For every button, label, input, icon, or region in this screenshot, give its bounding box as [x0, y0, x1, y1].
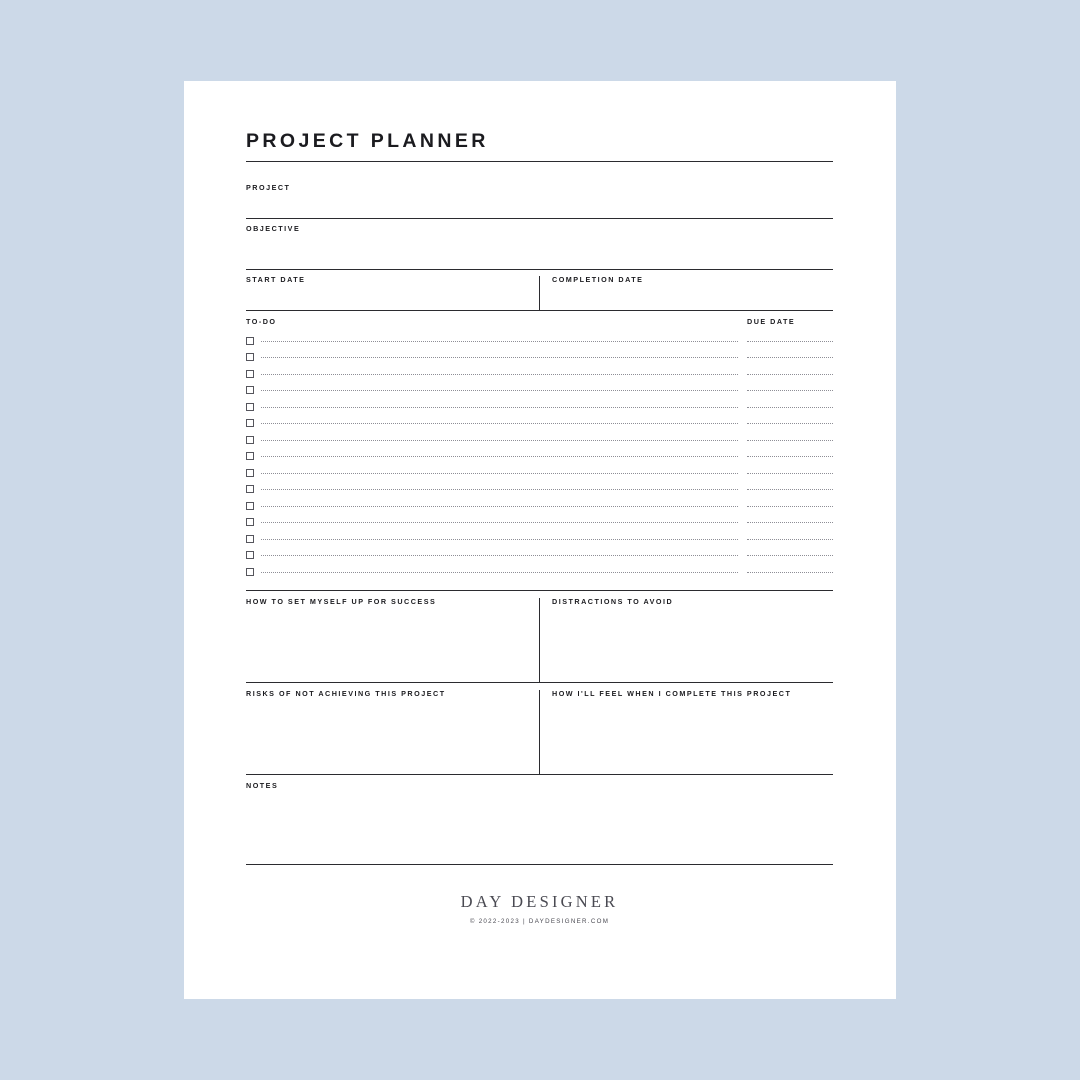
todo-text-input[interactable]	[261, 521, 738, 523]
todo-text-input[interactable]	[261, 455, 738, 457]
completion-date-field[interactable]	[540, 276, 833, 310]
todo-row[interactable]	[246, 415, 833, 432]
copyright-text: © 2022-2023 | DAYDESIGNER.COM	[469, 917, 610, 925]
success-setup-field[interactable]	[246, 598, 540, 682]
todo-row[interactable]	[246, 448, 833, 465]
todo-row[interactable]	[246, 547, 833, 564]
project-label: PROJECT	[246, 182, 291, 192]
success-setup-label: HOW TO SET MYSELF UP FOR SUCCESS	[246, 597, 437, 607]
todo-due-input[interactable]	[747, 505, 833, 507]
todo-list	[246, 333, 833, 592]
checkbox-icon[interactable]	[246, 502, 254, 510]
start-date-label: START DATE	[246, 274, 306, 284]
todo-text-input[interactable]	[261, 340, 738, 342]
todo-row[interactable]	[246, 399, 833, 416]
todo-due-input[interactable]	[747, 373, 833, 375]
todo-row[interactable]	[246, 514, 833, 531]
todo-text-input[interactable]	[261, 422, 738, 424]
checkbox-icon[interactable]	[246, 551, 254, 559]
todo-header	[246, 311, 833, 333]
quadrant-row-bottom	[246, 683, 833, 775]
checkbox-icon[interactable]	[246, 568, 254, 576]
checkbox-icon[interactable]	[246, 386, 254, 394]
todo-due-input[interactable]	[747, 571, 833, 573]
risks-field[interactable]	[246, 690, 540, 774]
todo-text-input[interactable]	[261, 439, 738, 441]
objective-label: OBJECTIVE	[246, 223, 301, 233]
todo-row[interactable]	[246, 349, 833, 366]
todo-due-input[interactable]	[747, 521, 833, 523]
todo-text-input[interactable]	[261, 472, 738, 474]
page-title: PROJECT PLANNER	[246, 132, 833, 162]
checkbox-icon[interactable]	[246, 485, 254, 493]
printable-page	[184, 81, 896, 999]
todo-due-input[interactable]	[747, 538, 833, 540]
notes-label: NOTES	[246, 781, 279, 791]
project-field[interactable]	[246, 175, 833, 219]
checkbox-icon[interactable]	[246, 518, 254, 526]
todo-due-input[interactable]	[747, 422, 833, 424]
todo-row[interactable]	[246, 432, 833, 449]
todo-due-input[interactable]	[747, 356, 833, 358]
notes-field[interactable]	[246, 775, 833, 865]
due-date-label: DUE DATE	[747, 316, 796, 326]
todo-text-input[interactable]	[261, 406, 738, 408]
planner-sheet	[246, 132, 833, 952]
quadrant-row-top	[246, 591, 833, 683]
checkbox-icon[interactable]	[246, 452, 254, 460]
objective-field[interactable]	[246, 219, 833, 270]
todo-due-input[interactable]	[747, 488, 833, 490]
todo-row[interactable]	[246, 366, 833, 383]
checkbox-icon[interactable]	[246, 419, 254, 427]
distractions-label: DISTRACTIONS TO AVOID	[552, 597, 674, 607]
checkbox-icon[interactable]	[246, 337, 254, 345]
risks-label: RISKS OF NOT ACHIEVING THIS PROJECT	[246, 689, 446, 699]
todo-due-input[interactable]	[747, 455, 833, 457]
start-date-field[interactable]	[246, 276, 540, 310]
feelings-label: HOW I'LL FEEL WHEN I COMPLETE THIS PROJECT	[552, 689, 792, 699]
checkbox-icon[interactable]	[246, 436, 254, 444]
checkbox-icon[interactable]	[246, 403, 254, 411]
todo-due-input[interactable]	[747, 439, 833, 441]
footer	[246, 865, 833, 925]
todo-text-input[interactable]	[261, 356, 738, 358]
feelings-field[interactable]	[540, 690, 833, 774]
checkbox-icon[interactable]	[246, 469, 254, 477]
todo-due-input[interactable]	[747, 406, 833, 408]
todo-row[interactable]	[246, 498, 833, 515]
todo-due-input[interactable]	[747, 472, 833, 474]
todo-row[interactable]	[246, 333, 833, 350]
todo-row[interactable]	[246, 531, 833, 548]
checkbox-icon[interactable]	[246, 535, 254, 543]
todo-text-input[interactable]	[261, 571, 738, 573]
todo-text-input[interactable]	[261, 505, 738, 507]
todo-due-input[interactable]	[747, 340, 833, 342]
checkbox-icon[interactable]	[246, 353, 254, 361]
completion-date-label: COMPLETION DATE	[552, 274, 644, 284]
dates-row	[246, 270, 833, 311]
todo-text-input[interactable]	[261, 389, 738, 391]
todo-row[interactable]	[246, 564, 833, 581]
brand-wordmark: DAY DESIGNER	[460, 892, 619, 912]
todo-row[interactable]	[246, 382, 833, 399]
todo-text-input[interactable]	[261, 554, 738, 556]
todo-text-input[interactable]	[261, 373, 738, 375]
todo-due-input[interactable]	[747, 554, 833, 556]
todo-due-input[interactable]	[747, 389, 833, 391]
checkbox-icon[interactable]	[246, 370, 254, 378]
todo-row[interactable]	[246, 465, 833, 482]
todo-text-input[interactable]	[261, 538, 738, 540]
todo-text-input[interactable]	[261, 488, 738, 490]
todo-row[interactable]	[246, 481, 833, 498]
distractions-field[interactable]	[540, 598, 833, 682]
todo-label: TO-DO	[246, 316, 277, 326]
